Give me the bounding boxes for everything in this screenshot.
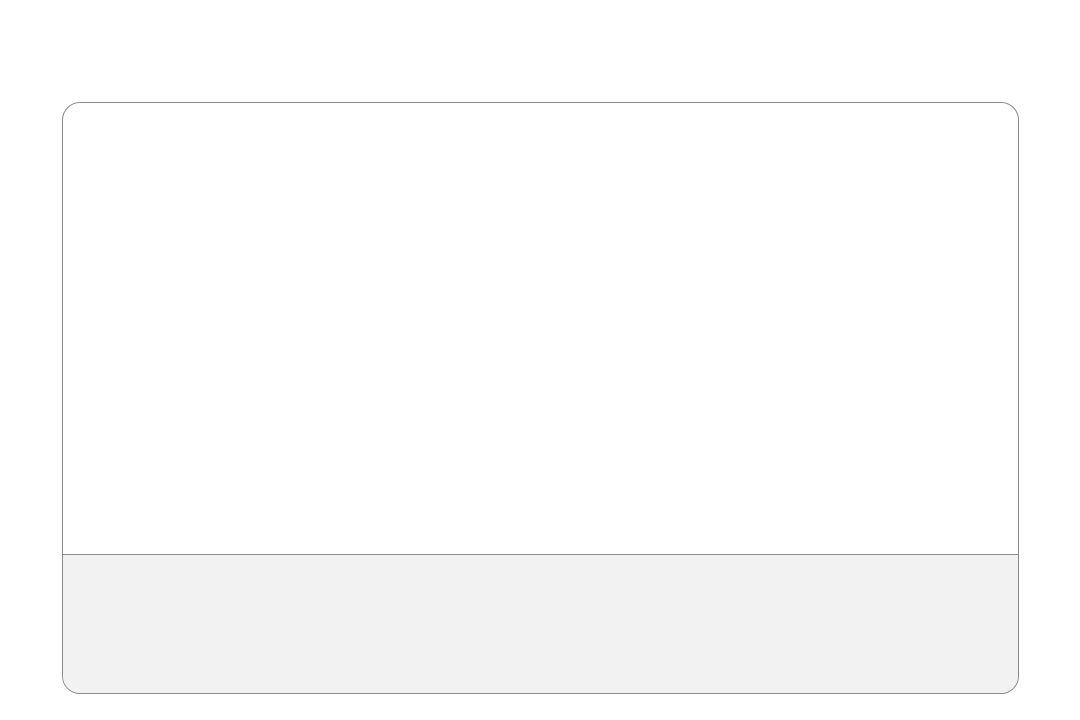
numbers-0-99-section <box>63 103 1018 554</box>
numbers-card <box>62 102 1019 694</box>
large-numbers-section <box>63 554 1018 694</box>
